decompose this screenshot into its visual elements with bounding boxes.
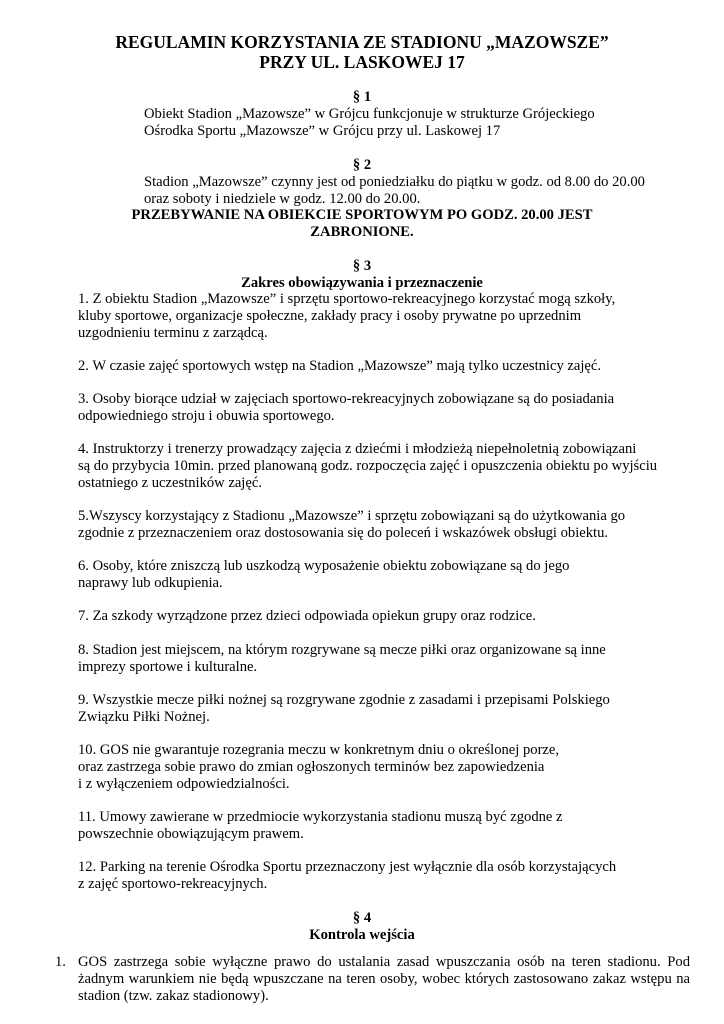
section-3-item-5: 5.Wszyscy korzystający z Stadionu „Mazowsze” i sprzętu zobowiązani są do użytkowania go bbox=[78, 508, 626, 524]
section-3-item-10: oraz zastrzega sobie prawo do zmian ogłoszonych terminów bez zapowiedzenia bbox=[78, 759, 545, 775]
section-3-item-3: odpowiedniego stroju i obuwia sportowego. bbox=[78, 408, 335, 424]
document-title-line-2: PRZY UL. LASKOWEJ 17 bbox=[259, 52, 465, 72]
section-3-item-2: 2. W czasie zajęć sportowych wstęp na Stadion „Mazowsze” mają tylko uczestnicy zajęć. bbox=[78, 358, 602, 374]
section-3-item-5: zgodnie z przeznaczeniem oraz dostosowania się do poleceń i wskazówek obsługi obiektu. bbox=[78, 525, 609, 541]
section-2-warning: ZABRONIONE. bbox=[310, 224, 414, 240]
section-3-heading: § 3 bbox=[352, 258, 372, 274]
section-2-line: oraz soboty i niedziele w godz. 12.00 do 20.00. bbox=[144, 191, 421, 207]
section-3-item-4: 4. Instruktorzy i trenerzy prowadzący zajęcia z dziećmi i młodzieżą niepełnoletnią zobowiązani bbox=[78, 441, 637, 457]
section-3-item-12: 12. Parking na terenie Ośrodka Sportu przeznaczony jest wyłącznie dla osób korzystających bbox=[78, 859, 617, 875]
section-3-item-12: z zajęć sportowo-rekreacyjnych. bbox=[78, 876, 268, 892]
section-4-heading: § 4 bbox=[352, 910, 372, 926]
section-2-line: Stadion „Mazowsze” czynny jest od poniedziałku do piątku w godz. od 8.00 do 20.00 bbox=[144, 174, 645, 190]
section-3-item-8: 8. Stadion jest miejscem, na którym rozgrywane są mecze piłki oraz organizowane są inne bbox=[78, 642, 606, 658]
section-3-item-10: 10. GOS nie gwarantuje rozegrania meczu w konkretnym dniu o określonej porze, bbox=[78, 742, 560, 758]
section-4-subheading: Kontrola wejścia bbox=[309, 927, 415, 943]
section-3-item-3: 3. Osoby biorące udział w zajęciach sportowo-rekreacyjnych zobowiązane są do posiadania bbox=[78, 391, 615, 407]
section-3-item-10: i z wyłączeniem odpowiedzialności. bbox=[78, 776, 290, 792]
section-3-item-1: uzgodnieniu terminu z zarządcą. bbox=[78, 325, 268, 341]
section-4-item-number: 1. bbox=[55, 954, 66, 970]
section-3-item-7: 7. Za szkody wyrządzone przez dzieci odpowiada opiekun grupy oraz rodzice. bbox=[78, 608, 536, 624]
section-4-item-1-line: żadnym warunkiem nie będą wpuszczane na teren osoby, wobec których zastosowano zakaz wstępu na bbox=[78, 971, 690, 987]
section-3-item-6: 6. Osoby, które zniszczą lub uszkodzą wyposażenie obiektu zobowiązane są do jego bbox=[78, 558, 570, 574]
section-3-item-9: Związku Piłki Nożnej. bbox=[78, 709, 210, 725]
section-3-item-1: kluby sportowe, organizacje społeczne, zakłady pracy i osoby prywatne po uprzednim bbox=[78, 308, 582, 324]
section-3-subheading: Zakres obowiązywania i przeznaczenie bbox=[241, 275, 483, 291]
section-3-item-11: 11. Umowy zawierane w przedmiocie wykorzystania stadionu muszą być zgodne z bbox=[78, 809, 563, 825]
document-title-line-1: REGULAMIN KORZYSTANIA ZE STADIONU „MAZOWSZE” bbox=[115, 32, 609, 52]
section-3-item-6: naprawy lub odkupienia. bbox=[78, 575, 223, 591]
section-4-item-1-line: GOS zastrzega sobie wyłączne prawo do ustalania zasad wpuszczania osób na teren stadionu. Pod bbox=[78, 954, 690, 970]
section-4-item-1-line: stadion (tzw. zakaz stadionowy). bbox=[78, 988, 269, 1004]
section-1-line: Ośrodka Sportu „Mazowsze” w Grójcu przy ul. Laskowej 17 bbox=[144, 123, 501, 139]
section-3-item-1: 1. Z obiektu Stadion „Mazowsze” i sprzętu sportowo-rekreacyjnego korzystać mogą szkoły, bbox=[78, 291, 616, 307]
section-1-heading: § 1 bbox=[352, 89, 372, 105]
section-2-warning: PRZEBYWANIE NA OBIEKCIE SPORTOWYM PO GODZ. 20.00 JEST bbox=[131, 207, 593, 223]
section-3-item-4: są do przybycia 10min. przed planowaną godz. rozpoczęcia zajęć i opuszczenia obiektu po wyjściu bbox=[78, 458, 658, 474]
section-3-item-11: powszechnie obowiązującym prawem. bbox=[78, 826, 304, 842]
section-1-line: Obiekt Stadion „Mazowsze” w Grójcu funkcjonuje w strukturze Grójeckiego bbox=[144, 106, 595, 122]
section-3-item-4: ostatniego z uczestników zajęć. bbox=[78, 475, 262, 491]
section-2-heading: § 2 bbox=[352, 157, 372, 173]
section-3-item-9: 9. Wszystkie mecze piłki nożnej są rozgrywane zgodnie z zasadami i przepisami Polskiego bbox=[78, 692, 610, 708]
section-3-item-8: imprezy sportowe i kulturalne. bbox=[78, 659, 258, 675]
